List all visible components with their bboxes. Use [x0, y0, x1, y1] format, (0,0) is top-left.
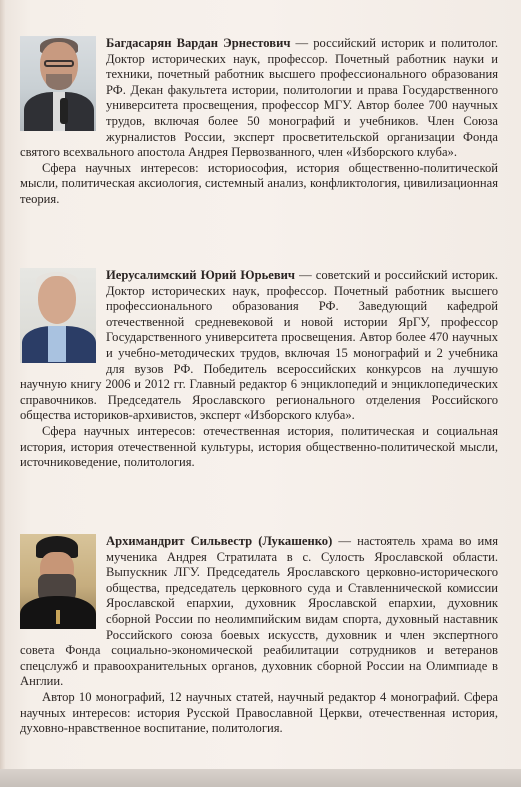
author-bio-text: — настоятель храма во имя мученика Андрея Стратилата в с. Сулость Ярославской области. Выпускник ЛГУ. Председатель Ярославского церковно-исторического общества, председатель церковного суда и Ставленнической комиссии Ярославской епархии, духовник Ярославской епархии, духовник сборной России по неолимпийским видам спорта, духовный наставник Российского союза боевых искусств, духовник и член экспертного совета Фонда социально-экономической реабилитации сотрудников и ветеранов спецслужб и правоохранительных органов, духовник сборной России на Олимпиаде в Англии. — [20, 534, 498, 689]
author-interests: Сфера научных интересов: отечественная история, политическая и социальная история, история отечественной культуры, история общественно-политической мысли, источниковедение, политология. — [20, 423, 498, 470]
author-interests: Сфера научных интересов: историософия, история общественно-политической мысли, политическая аксиология, системный анализ, конфликтология, цивилизационная теория. — [20, 160, 498, 206]
author-photo — [20, 534, 96, 629]
author-photo — [20, 36, 96, 131]
author-block-silvestr — [20, 534, 498, 737]
author-bio-text: — советский и российский историк. Доктор исторических наук, профессор. Почетный работник высшего профессионального образования РФ. Заведующий кафедрой отечественной средневековой и новой истории ЯрГУ, профессор Государственного университета просвещения. Автор более 470 научных и учебно-методических трудов, включая 15 монографий и 2 учебника для вузов РФ. Победитель всероссийских конкурсов на лучшую научную книгу 2006 и 2012 гг. Главный редактор 6 энциклопедий и энциклопедических справочников. Председатель Ярославского регионального отделения Российского общества историков-архивистов, эксперт «Изборского клуба». — [20, 268, 498, 423]
author-block-bagdasaryan — [20, 36, 498, 208]
spine-edge — [0, 0, 6, 787]
author-name: Иерусалимский Юрий Юрьевич — [106, 268, 296, 282]
author-photo — [20, 268, 96, 363]
author-interests: Автор 10 монографий, 12 научных статей, научный редактор 4 монографий. Сфера научных интересов: история Русской Православной Церкви, отечественная история, духовно-нравственное воспитание, политология. — [20, 689, 498, 736]
author-bio-text: — российский историк и политолог. Доктор исторических наук, профессор. Почетный работник науки и техники, почетный работник высшего профессионального образования РФ. Декан факультета истории, политологии и права Государственного университета просвещения, профессор МГУ. Автор более 700 научных трудов, включая более 50 монографий и учебников. Член Союза журналистов России, эксперт просветительской организации Фонда святого всехвального апостола Андрея Первозванного, член «Изборского клуба». — [20, 36, 498, 160]
author-name: Багдасарян Вардан Эрнестович — [106, 36, 291, 50]
bottom-edge — [0, 769, 521, 787]
author-block-ierusalimsky — [20, 268, 498, 471]
author-name: Архимандрит Сильвестр (Лукашенко) — [106, 534, 333, 548]
